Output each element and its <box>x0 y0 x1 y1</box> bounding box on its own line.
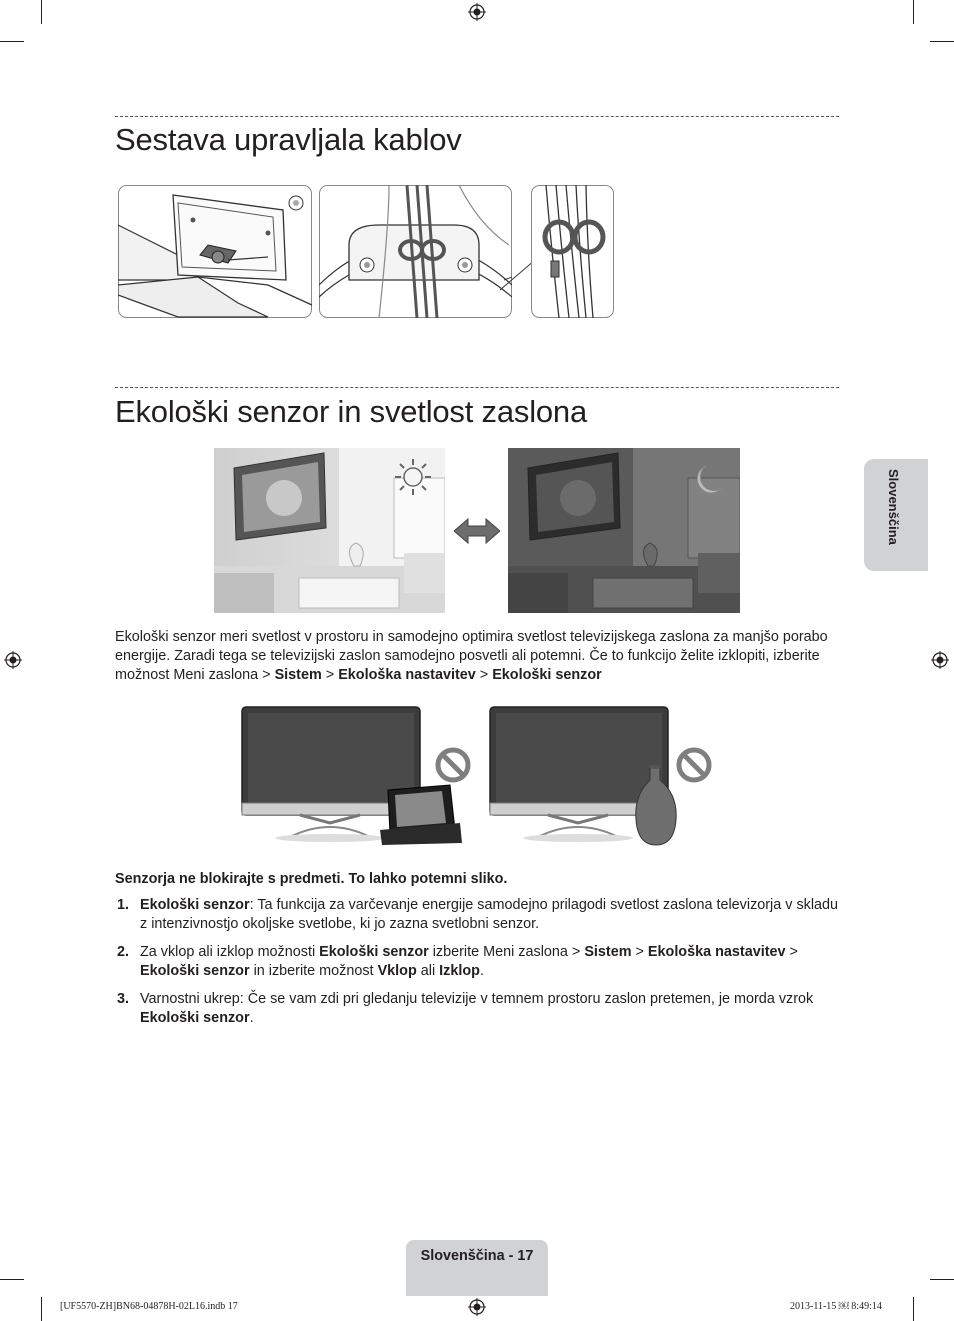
list-item-text: ali <box>416 963 440 979</box>
registration-mark-icon <box>4 651 22 669</box>
list-item-text: . <box>479 963 484 979</box>
option-on: Vklop <box>377 963 417 979</box>
menu-path-eco-setting: Ekološka nastavitev <box>338 667 476 683</box>
menu-path-sistem: Sistem <box>584 944 632 960</box>
sun-icon <box>393 457 433 497</box>
cable-stand-illustration <box>118 185 312 318</box>
registration-mark-icon <box>468 3 486 21</box>
cable-clip-closeup-illustration <box>531 185 614 318</box>
crop-mark <box>0 1279 24 1280</box>
page-number: Slovenščina - 17 <box>420 1248 534 1264</box>
page-number-tab <box>406 1240 548 1296</box>
list-item-text: Varnostni ukrep: Če se vam zdi pri gledanju televizije v temnem prostoru zaslon pretemen, je morda vzrok <box>140 991 814 1007</box>
path-separator: > <box>321 667 339 683</box>
path-separator: > <box>785 944 798 960</box>
crop-mark <box>913 1297 914 1321</box>
section-divider <box>115 387 839 388</box>
section-divider <box>115 116 839 117</box>
list-item-number: 3. <box>117 991 130 1007</box>
prohibited-icon <box>675 746 713 784</box>
cable-holder-illustration <box>319 185 512 318</box>
menu-path-eco-sensor: Ekološki senzor <box>492 667 602 683</box>
menu-path-sistem: Sistem <box>274 667 322 683</box>
section-title-eco: Ekološki senzor in svetlost zaslona <box>115 394 588 429</box>
file-info: [UF5570-ZH]BN68-04878H-02L16.indb 17 <box>60 1301 238 1312</box>
intro-text: Ekološki senzor meri svetlost v prostoru in samodejno optimira svetlost televizijskega zaslona za manjšo porabo energije. Zaradi tega se televizijski zaslon samodejno posvetli ali potemni. Če to funkcijo želite izklopiti, izberite možnost Meni zaslona > <box>115 629 828 683</box>
registration-mark-icon <box>468 1298 486 1316</box>
print-date: 2013-11-15 ￼ 8:49:14 <box>790 1301 882 1312</box>
list-item-text: : Ta funkcija za varčevanje energije samodejno prilagodi svetlost zaslona televizorja v skladu z intenzivnostjo okoljske svetlobe, ki jo zazna svetlobni senzor. <box>140 897 839 932</box>
intro-paragraph <box>115 628 845 685</box>
term-eco-sensor: Ekološki senzor <box>319 944 429 960</box>
list-item-text: Za vklop ali izklop možnosti <box>140 944 320 960</box>
list-item-number: 2. <box>117 944 130 960</box>
path-separator: > <box>631 944 648 960</box>
list-item-number: 1. <box>117 897 130 913</box>
crop-mark <box>41 1297 42 1321</box>
list-item <box>115 943 845 981</box>
list-item-text: in izberite možnost <box>249 963 378 979</box>
crop-mark <box>930 41 954 42</box>
prohibited-icon <box>434 746 472 784</box>
crop-mark <box>0 41 24 42</box>
list-item <box>115 990 845 1028</box>
steps-list <box>115 896 845 1037</box>
crop-mark <box>913 0 914 24</box>
option-off: Izklop <box>439 963 480 979</box>
crop-mark <box>930 1279 954 1280</box>
section-title-cable: Sestava upravljala kablov <box>115 122 462 157</box>
tv-blocked-by-vase-illustration <box>488 705 688 850</box>
menu-path-eco-setting: Ekološka nastavitev <box>647 944 786 960</box>
double-arrow-icon <box>454 517 500 545</box>
zoom-connector <box>500 255 535 295</box>
warning-text: Senzorja ne blokirajte s predmeti. To lahko potemni sliko. <box>115 871 508 887</box>
menu-path-eco-sensor: Ekološki senzor <box>140 963 250 979</box>
term-eco-sensor: Ekološki senzor <box>140 897 250 913</box>
path-separator: > <box>475 667 493 683</box>
language-side-tab <box>864 459 928 571</box>
crop-mark <box>41 0 42 24</box>
list-item <box>115 896 845 934</box>
term-eco-sensor: Ekološki senzor <box>140 1010 250 1026</box>
list-item-text: izberite Meni zaslona > <box>428 944 585 960</box>
dark-room-image <box>508 448 740 613</box>
language-side-tab-label: Slovenščina <box>886 469 901 545</box>
registration-mark-icon <box>931 651 949 669</box>
list-item-text: . <box>249 1010 254 1026</box>
